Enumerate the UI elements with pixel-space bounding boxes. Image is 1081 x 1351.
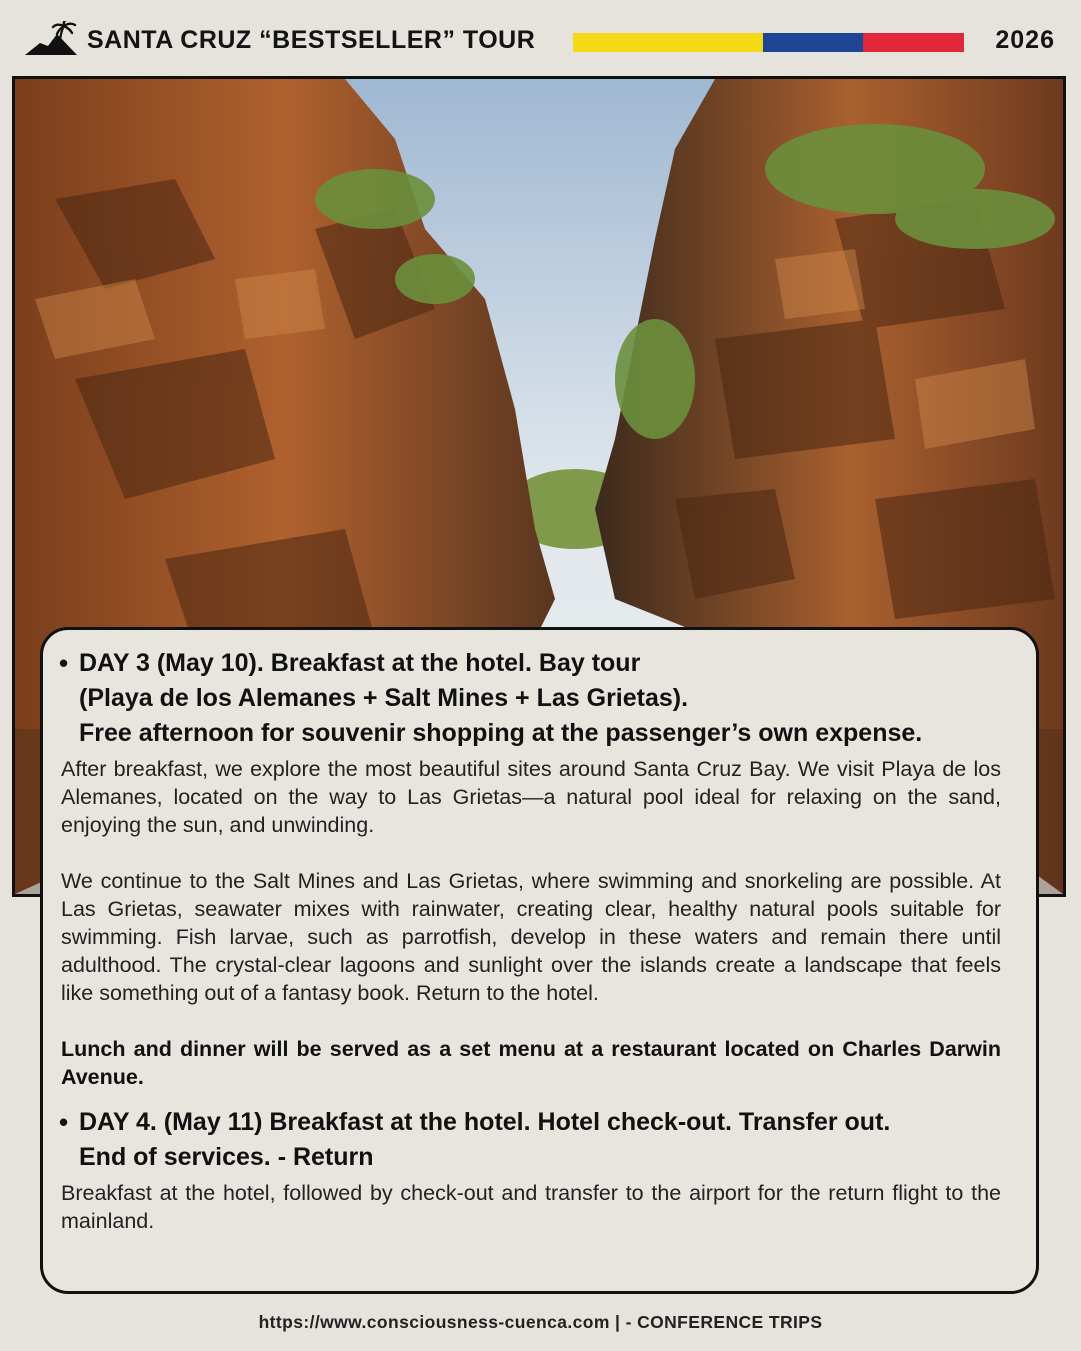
itinerary-card (40, 627, 1039, 1294)
flag-blue (763, 33, 863, 52)
ecuador-flag-stripe (573, 33, 964, 52)
tour-title: SANTA CRUZ “BESTSELLER” TOUR (87, 26, 536, 54)
flag-red (863, 33, 964, 52)
day4-title-line: End of services. - Return (79, 1143, 374, 1171)
bullet-icon: • (59, 648, 69, 678)
island-palm-icon (24, 21, 78, 57)
day3-heading (59, 646, 1001, 751)
day3-title-line: (Playa de los Alemanes + Salt Mines + Las Grietas). (79, 684, 689, 712)
tour-year: 2026 (995, 26, 1055, 54)
day3-paragraph: After breakfast, we explore the most beautiful sites around Santa Cruz Bay. We visit Playa de los Alemanes, located on the way to Las Grietas—a natural pool ideal for relaxing on the sand, enjoying the sun, and unwinding. (61, 757, 1001, 837)
footer-link[interactable]: https://www.consciousness-cuenca.com | - CONFERENCE TRIPS (258, 1312, 823, 1332)
day4-title-line: DAY 4. (May 11) Breakfast at the hotel. Hotel check-out. Transfer out. (79, 1108, 891, 1136)
day3-meals-note: Lunch and dinner will be served as a set menu at a restaurant located on Charles Darwin Avenue. (61, 1037, 1001, 1089)
day4-heading (59, 1105, 1001, 1175)
day4-paragraph: Breakfast at the hotel, followed by check-out and transfer to the airport for the return flight to the mainland. (61, 1181, 1001, 1233)
day3-title-line: Free afternoon for souvenir shopping at the passenger’s own expense. (79, 719, 923, 747)
flag-yellow (573, 33, 763, 52)
bullet-icon: • (59, 1107, 69, 1137)
day3-title-line: DAY 3 (May 10). Breakfast at the hotel. Bay tour (79, 649, 641, 677)
day3-paragraph: We continue to the Salt Mines and Las Grietas, where swimming and snorkeling are possible. At Las Grietas, seawater mixes with rainwater, creating clear, healthy natural pools suitable for swimming. Fish larvae, such as parrotfish, develop in these waters and remain there until adulthood. The crystal-clear lagoons and sunlight over the islands create a landscape that feels like something out of a fantasy book. Return to the hotel. (61, 869, 1001, 1005)
header (0, 0, 1081, 80)
